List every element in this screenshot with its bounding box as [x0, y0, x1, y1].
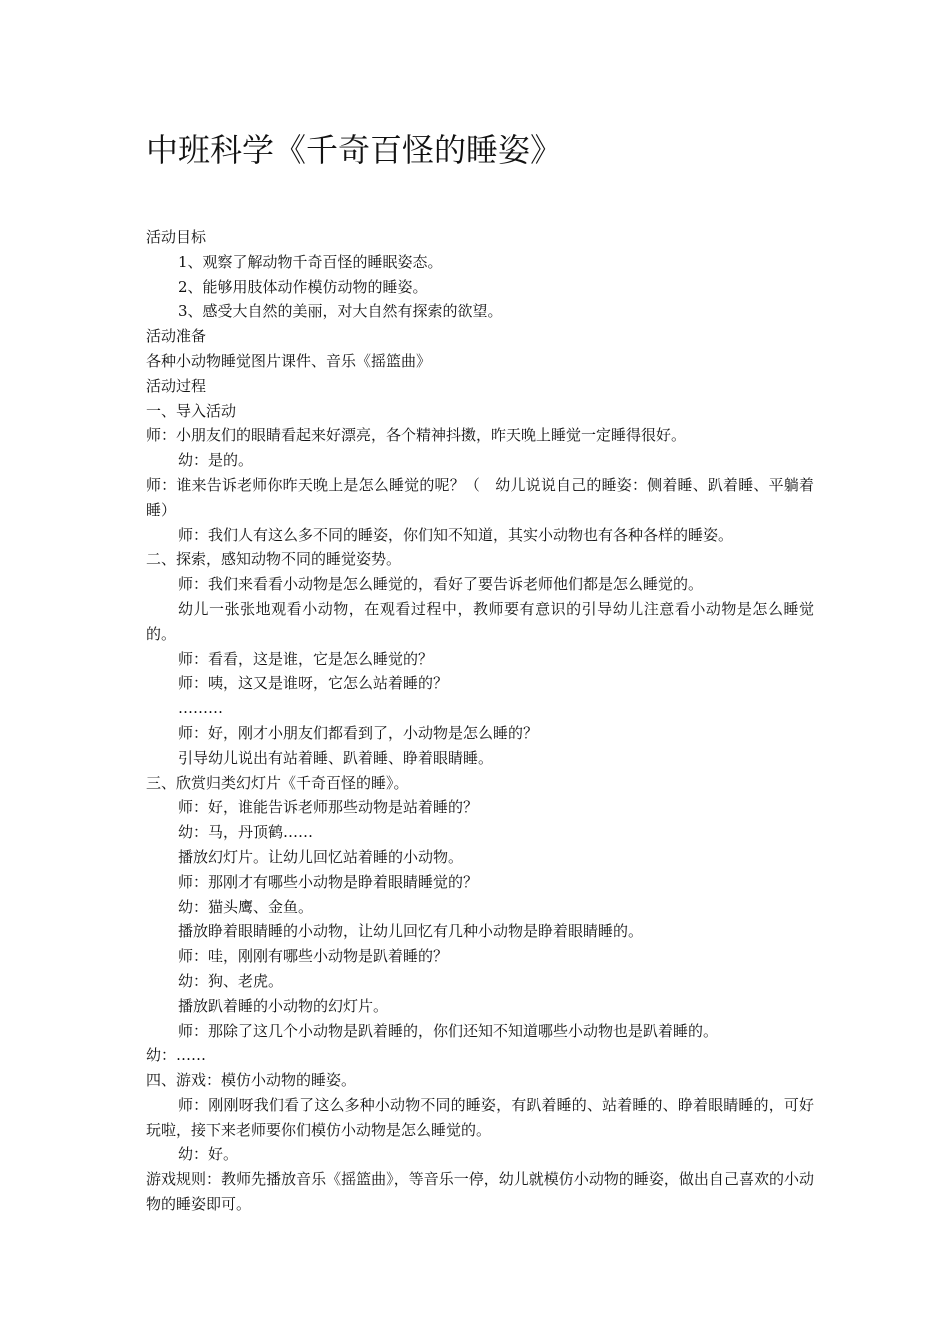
paragraph: 师：哇，刚刚有哪些小动物是趴着睡的？ — [178, 947, 449, 966]
paragraph: 3、感受大自然的美丽，对大自然有探索的欲望。 — [178, 302, 503, 321]
paragraph: 播放睁着眼睛睡的小动物，让幼儿回忆有几种小动物是睁着眼睛睡的。 — [178, 922, 644, 941]
paragraph: 活动准备 — [146, 327, 207, 346]
paragraph: 幼：猫头鹰、金鱼。 — [178, 897, 314, 916]
paragraph: 二、探索，感知动物不同的睡觉姿势。 — [146, 550, 402, 569]
paragraph: 师：好，刚才小朋友们都看到了，小动物是怎么睡的？ — [178, 723, 539, 742]
paragraph: 四、游戏：模仿小动物的睡姿。 — [146, 1071, 357, 1090]
paragraph: 播放幻灯片。让幼儿回忆站着睡的小动物。 — [178, 847, 464, 866]
paragraph: 幼儿一张张地观看小动物，在观看过程中，教师要有意识的引导幼儿注意看小动物是怎么睡觉的。 — [146, 599, 814, 643]
paragraph: 师：我们来看看小动物是怎么睡觉的，看好了要告诉老师他们都是怎么睡觉的。 — [178, 575, 704, 594]
paragraph: 各种小动物睡觉图片课件、音乐《摇篮曲》 — [146, 351, 432, 370]
paragraph: 一、导入活动 — [146, 401, 237, 420]
paragraph: 2、能够用肢体动作模仿动物的睡姿。 — [178, 277, 428, 296]
paragraph: 播放趴着睡的小动物的幻灯片。 — [178, 996, 389, 1015]
document-title: 中班科学《千奇百怪的睡姿》 — [146, 131, 563, 169]
paragraph: 活动目标 — [146, 228, 207, 246]
paragraph: 师：那除了这几个小动物是趴着睡的，你们还知不知道哪些小动物也是趴着睡的。 — [178, 1021, 719, 1040]
paragraph: 师：那刚才有哪些小动物是睁着眼睛睡觉的？ — [178, 872, 479, 891]
paragraph: 幼：…… — [146, 1046, 207, 1065]
paragraph: 引导幼儿说出有站着睡、趴着睡、睁着眼睛睡。 — [178, 748, 494, 767]
paragraph: 师：谁来告诉老师你昨天晚上是怎么睡觉的呢？（ 幼儿说说自己的睡姿：侧着睡、趴着睡、平躺着睡） — [146, 475, 814, 519]
paragraph: 幼：好。 — [178, 1145, 239, 1164]
paragraph: 师：好，谁能告诉老师那些动物是站着睡的？ — [178, 798, 479, 817]
paragraph: ……… — [178, 699, 223, 718]
paragraph: 1、观察了解动物千奇百怪的睡眠姿态。 — [178, 252, 443, 271]
paragraph: 幼：马，丹顶鹤…… — [178, 823, 314, 842]
paragraph: 游戏规则：教师先播放音乐《摇篮曲》，等音乐一停，幼儿就模仿小动物的睡姿，做出自己喜欢的小动物的睡姿即可。 — [146, 1170, 814, 1214]
paragraph: 师：咦，这又是谁呀，它怎么站着睡的？ — [178, 674, 449, 693]
paragraph: 师：刚刚呀我们看了这么多种小动物不同的睡姿，有趴着睡的、站着睡的、睁着眼睛睡的，可好玩啦，接下来老师要你们模仿小动物是怎么睡觉的。 — [146, 1095, 814, 1139]
paragraph: 活动过程 — [146, 376, 207, 395]
paragraph: 师：我们人有这么多不同的睡姿，你们知不知道，其实小动物也有各种各样的睡姿。 — [178, 525, 734, 544]
paragraph: 师：看看，这是谁，它是怎么睡觉的？ — [178, 649, 434, 668]
paragraph: 幼：是的。 — [178, 451, 254, 470]
paragraph: 幼：狗、老虎。 — [178, 971, 284, 990]
paragraph: 三、欣赏归类幻灯片《千奇百怪的睡》。 — [146, 773, 409, 792]
paragraph: 师：小朋友们的眼睛看起来好漂亮，各个精神抖擞，昨天晚上睡觉一定睡得很好。 — [146, 426, 687, 445]
document-body — [146, 225, 814, 1217]
